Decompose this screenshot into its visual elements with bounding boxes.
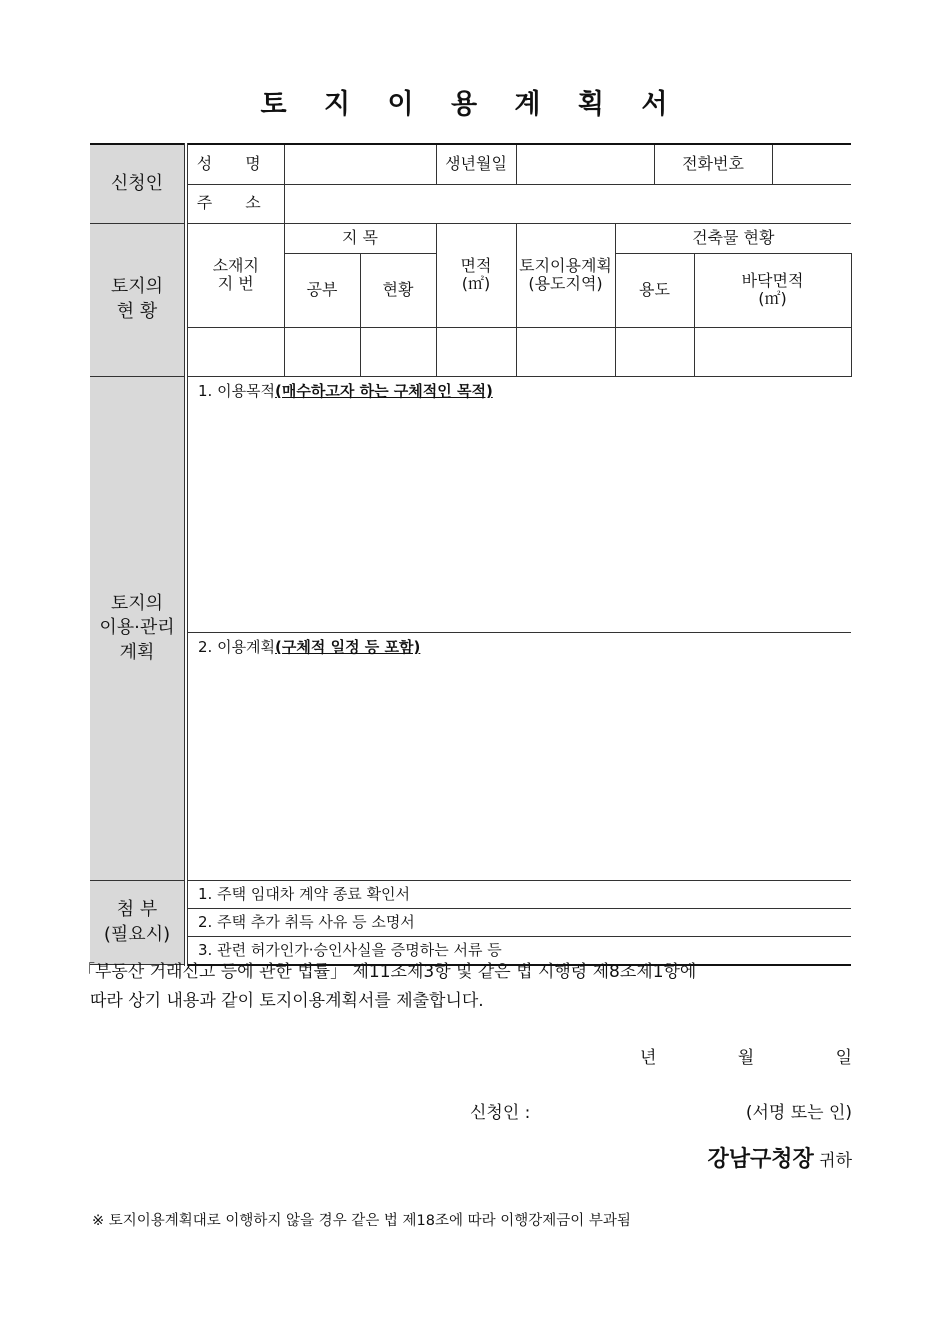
jimok-header: 지 목 — [284, 223, 436, 253]
usage-purpose-label: 1. 이용목적 — [198, 382, 276, 401]
attachment-item: 1. 주택 임대차 계약 종료 확인서 — [186, 881, 851, 909]
usage-schedule-label: 2. 이용계획 — [198, 638, 276, 657]
jimok-register-header: 공부 — [284, 253, 360, 328]
phone-field[interactable] — [772, 144, 851, 184]
recipient-office: 강남구청장 — [707, 1147, 814, 1172]
birth-date-field[interactable] — [516, 144, 654, 184]
name-field[interactable] — [284, 144, 436, 184]
area-header — [436, 223, 516, 328]
usage-plan-header-line2: 이용·관리 — [99, 617, 175, 639]
applicant-section-header: 신청인 — [90, 144, 186, 223]
land-plan-field[interactable] — [516, 328, 615, 377]
area-header-line2: (㎡) — [461, 274, 491, 294]
floor-area-header-line1: 바닥면적 — [741, 270, 804, 290]
location-header-line1: 소재지 — [212, 255, 259, 275]
attachments-header-line2: (필요시) — [103, 923, 171, 945]
recipient-suffix: 귀하 — [819, 1151, 852, 1171]
land-plan-header-line1: 토지이용계획 — [519, 255, 612, 275]
attachments-header-line1: 첨 부 — [116, 899, 158, 921]
usage-schedule-hint: (구체적 일정 등 포함) — [275, 638, 421, 657]
declaration-line1: 「부동산 거래신고 등에 관한 법률」 제11조제3항 및 같은 법 시행령 제8조제1항에 — [78, 962, 697, 982]
attachment-item: 2. 주택 추가 취득 사유 등 소명서 — [186, 909, 851, 937]
usage-plan-section-header — [90, 377, 186, 881]
land-status-header-line1: 토지의 — [110, 276, 164, 298]
date-month: 월 — [737, 1048, 755, 1068]
land-status-section-header — [90, 223, 186, 377]
land-status-header-line2: 현 황 — [116, 300, 158, 322]
location-field[interactable] — [186, 328, 284, 377]
page-title: 토 지 이 용 계 획 서 — [260, 89, 682, 120]
usage-plan-header-line1: 토지의 — [110, 593, 164, 615]
recipient — [707, 1142, 852, 1173]
usage-purpose-field[interactable] — [186, 377, 851, 633]
location-header — [186, 223, 284, 328]
phone-label: 전화번호 — [654, 144, 772, 184]
floor-area-field[interactable] — [694, 328, 851, 377]
land-use-plan-form — [90, 143, 851, 966]
attachments-section-header — [90, 881, 186, 965]
land-plan-header-line2: (용도지역) — [528, 274, 603, 294]
jimok-current-header: 현황 — [360, 253, 436, 328]
signature-mark: (서명 또는 인) — [745, 1103, 852, 1123]
address-label: 주 소 — [186, 184, 284, 223]
location-header-line2: 지 번 — [217, 274, 254, 294]
footnote: ※ 토지이용계획대로 이행하지 않을 경우 같은 법 제18조에 따라 이행강제금이 부과됨 — [92, 1213, 631, 1229]
usage-purpose-hint: (매수하고자 하는 구체적인 목적) — [275, 382, 493, 401]
birth-date-label: 생년월일 — [436, 144, 516, 184]
land-plan-header — [516, 223, 615, 328]
building-use-field[interactable] — [615, 328, 694, 377]
address-field[interactable] — [284, 184, 851, 223]
floor-area-header-line2: (㎡) — [758, 289, 787, 309]
name-label: 성 명 — [186, 144, 284, 184]
building-status-header: 건축물 현황 — [615, 223, 851, 253]
date-row — [640, 1043, 852, 1068]
jimok-register-field[interactable] — [284, 328, 360, 377]
building-use-header: 용도 — [615, 253, 694, 328]
signature-label: 신청인 : — [470, 1103, 531, 1123]
date-year: 년 — [640, 1048, 657, 1068]
attachment-item: 3. 관련 허가인가·승인사실을 증명하는 서류 등 — [186, 937, 851, 965]
declaration-line2: 따라 상기 내용과 같이 토지이용계획서를 제출합니다. — [90, 991, 484, 1011]
floor-area-header — [694, 253, 851, 328]
signature-row — [470, 1098, 852, 1123]
usage-plan-header-line3: 계획 — [119, 641, 155, 663]
jimok-current-field[interactable] — [360, 328, 436, 377]
area-header-line1: 면적 — [460, 255, 492, 275]
usage-schedule-field[interactable] — [186, 633, 851, 881]
declaration-text — [78, 958, 868, 1016]
area-field[interactable] — [436, 328, 516, 377]
date-day: 일 — [835, 1048, 852, 1068]
